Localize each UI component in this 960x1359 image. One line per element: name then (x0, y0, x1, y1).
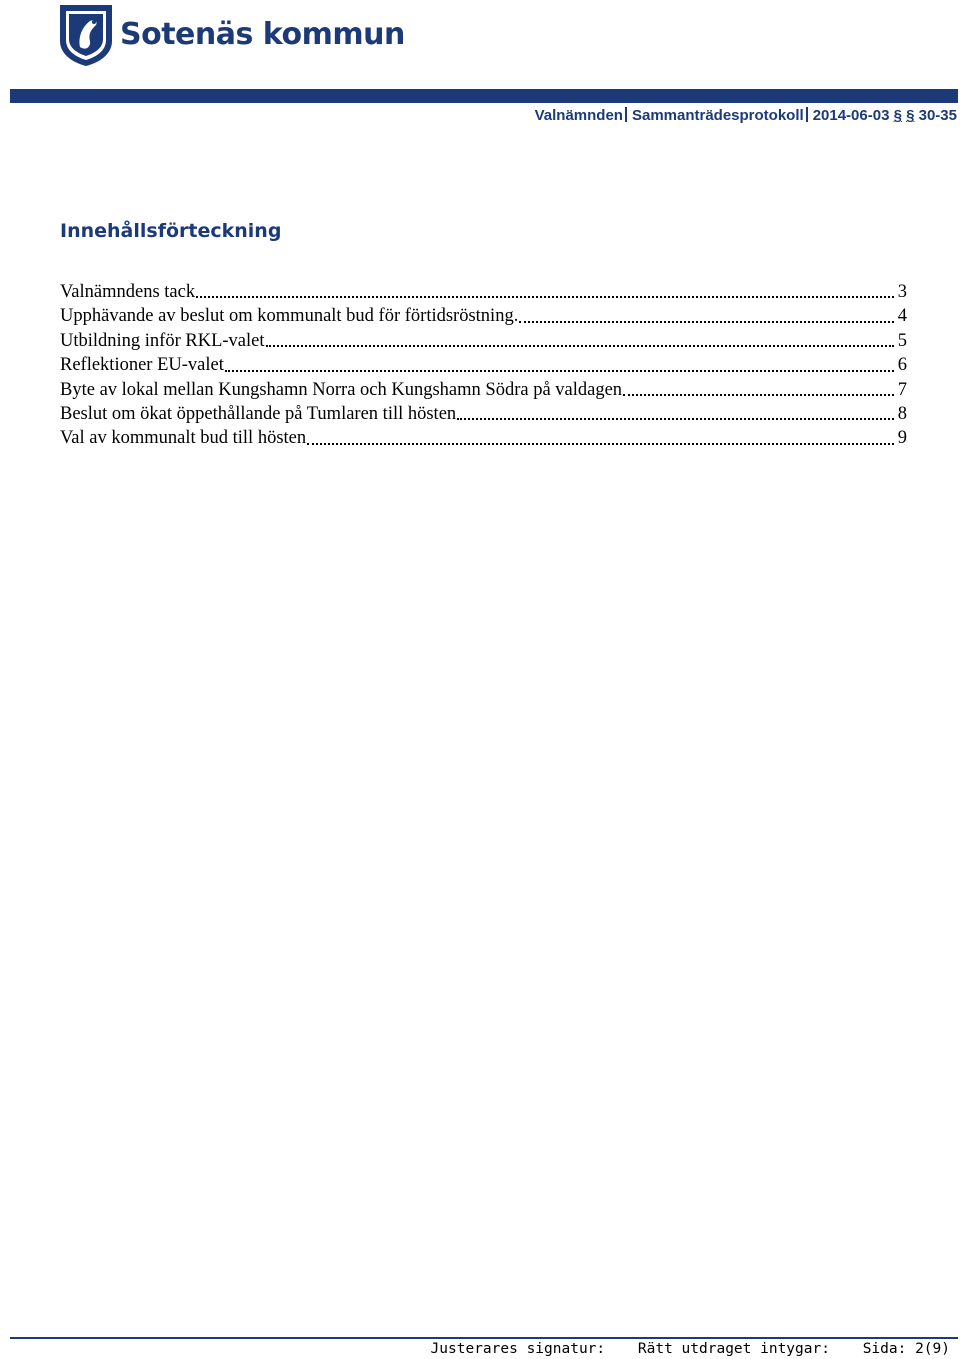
toc-title: Innehållsförteckning (60, 220, 282, 242)
document-header (535, 107, 957, 124)
page-footer (407, 1341, 950, 1357)
toc-entry-page: 9 (897, 428, 907, 449)
toc-entry-page: 5 (897, 330, 907, 351)
municipal-shield-icon (58, 3, 114, 67)
toc-leader-dots (519, 319, 894, 323)
committee-name: Valnämnden (534, 107, 623, 124)
logo-text: Sotenäs kommun (120, 16, 405, 52)
toc-entry-page: 6 (897, 355, 907, 376)
toc-entry[interactable] (60, 426, 907, 450)
table-of-contents (60, 280, 907, 451)
toc-entry-label: Byte av lokal mellan Kungshamn Norra och Kungshamn Södra på valdagen (60, 379, 623, 400)
header-separator (625, 107, 627, 122)
toc-entry-page: 3 (897, 282, 907, 302)
toc-entry-label: Val av kommunalt bud till hösten (60, 428, 307, 449)
page-number: Sida: 2(9) (862, 1341, 950, 1357)
header-separator (806, 107, 808, 122)
toc-entry-page: 7 (897, 379, 907, 400)
toc-entry[interactable] (60, 353, 907, 377)
toc-entry-page: 4 (897, 306, 907, 327)
toc-entry-label: Valnämndens tack (60, 282, 196, 302)
signature-label: Justerares signatur: (430, 1341, 606, 1357)
toc-entry-label: Reflektioner EU-valet (60, 355, 224, 376)
header-bar (10, 89, 958, 103)
toc-leader-dots (307, 441, 894, 445)
toc-leader-dots (457, 416, 894, 420)
certified-label: Rätt utdraget intygar: (637, 1341, 830, 1357)
toc-entry-label: Beslut om ökat öppethållande på Tumlaren till hösten (60, 403, 457, 424)
toc-leader-dots (623, 392, 894, 396)
toc-entry[interactable] (60, 378, 907, 402)
meeting-date: 2014-06-03 (812, 107, 890, 124)
paragraph-symbol: § (906, 107, 915, 124)
toc-entry[interactable] (60, 402, 907, 426)
toc-leader-dots (225, 368, 894, 372)
paragraph-range: 30-35 (918, 107, 957, 124)
paragraph-symbol: § (893, 107, 902, 124)
toc-leader-dots (266, 343, 895, 347)
document-type: Sammanträdesprotokoll (631, 107, 804, 124)
toc-entry-page: 8 (897, 403, 907, 424)
toc-entry[interactable] (60, 304, 907, 328)
logo (58, 3, 405, 67)
toc-entry-label: Utbildning inför RKL-valet (60, 330, 265, 351)
footer-rule (10, 1337, 958, 1339)
toc-leader-dots (196, 294, 894, 298)
toc-entry-label: Upphävande av beslut om kommunalt bud för förtidsröstning. (60, 306, 519, 327)
toc-entry[interactable] (60, 329, 907, 353)
toc-entry[interactable] (60, 280, 907, 304)
